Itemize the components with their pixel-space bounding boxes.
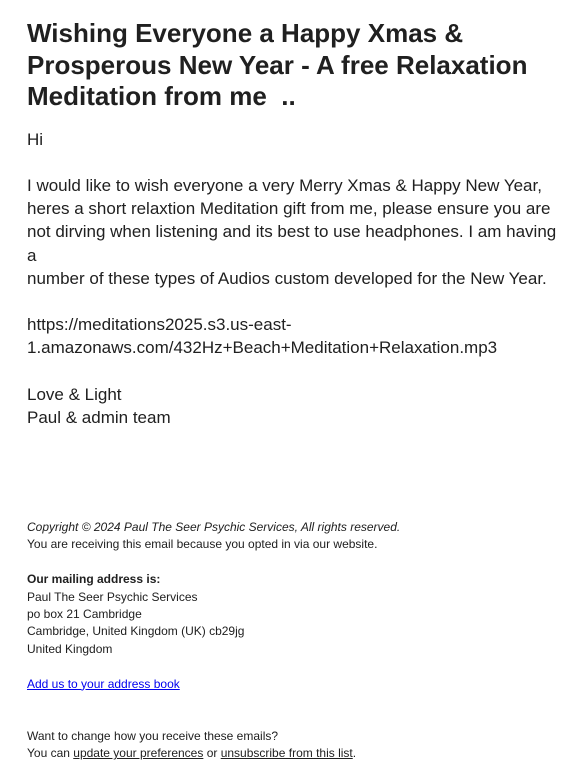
message-line-3: not dirving when listening and its best to use headphones. I am having a	[27, 222, 557, 265]
you-can-text: You can	[27, 746, 74, 761]
address-line-1: po box 21 Cambridge	[27, 607, 142, 622]
mailing-address-heading: Our mailing address is:	[27, 572, 161, 587]
period-text: .	[352, 746, 357, 761]
change-prompt: Want to change how you receive these emails?	[27, 728, 279, 743]
message-paragraph	[27, 174, 557, 290]
email-headline	[27, 0, 557, 113]
address-country: United Kingdom	[27, 641, 113, 656]
message-line-2: heres a short relaxtion Meditation gift from me, please ensure you are	[27, 199, 551, 219]
address-book-paragraph	[27, 676, 557, 693]
optin-text: You are receiving this email because you opted in via our website.	[27, 537, 378, 552]
address-name: Paul The Seer Psychic Services	[27, 589, 198, 604]
signature: Paul & admin team	[27, 407, 171, 427]
headline-line-1: Wishing Everyone a Happy Xmas &	[27, 18, 464, 48]
update-preferences-link[interactable]: update your preferences	[73, 746, 204, 761]
message-line-4: number of these types of Audios custom developed for the New Year.	[27, 268, 547, 288]
url-line-2: 1.amazonaws.com/432Hz+Beach+Meditation+Relaxation.mp3	[27, 338, 498, 358]
meditation-url	[27, 313, 557, 359]
preferences-line	[27, 745, 557, 762]
greeting: Hi	[27, 129, 44, 149]
signoff: Love & Light	[27, 384, 122, 404]
unsubscribe-link[interactable]: unsubscribe from this list	[220, 746, 353, 761]
address-line-2: Cambridge, United Kingdom (UK) cb29jg	[27, 624, 245, 639]
email-content	[27, 0, 557, 429]
or-text: or	[203, 746, 221, 761]
headline-line-2: Prosperous New Year - A free Relaxation	[27, 49, 528, 80]
add-to-address-book-link[interactable]: Add us to your address book	[27, 676, 180, 691]
message-line-1: I would like to wish everyone a very Merry Xmas & Happy New Year,	[27, 175, 542, 195]
copyright-text: Copyright © 2024 Paul The Seer Psychic Services, All rights reserved.	[27, 520, 401, 534]
email-body	[27, 128, 557, 430]
headline-line-3: Meditation from me ..	[27, 81, 296, 111]
email-footer	[27, 519, 557, 763]
url-line-1: https://meditations2025.s3.us-east-	[27, 315, 292, 335]
